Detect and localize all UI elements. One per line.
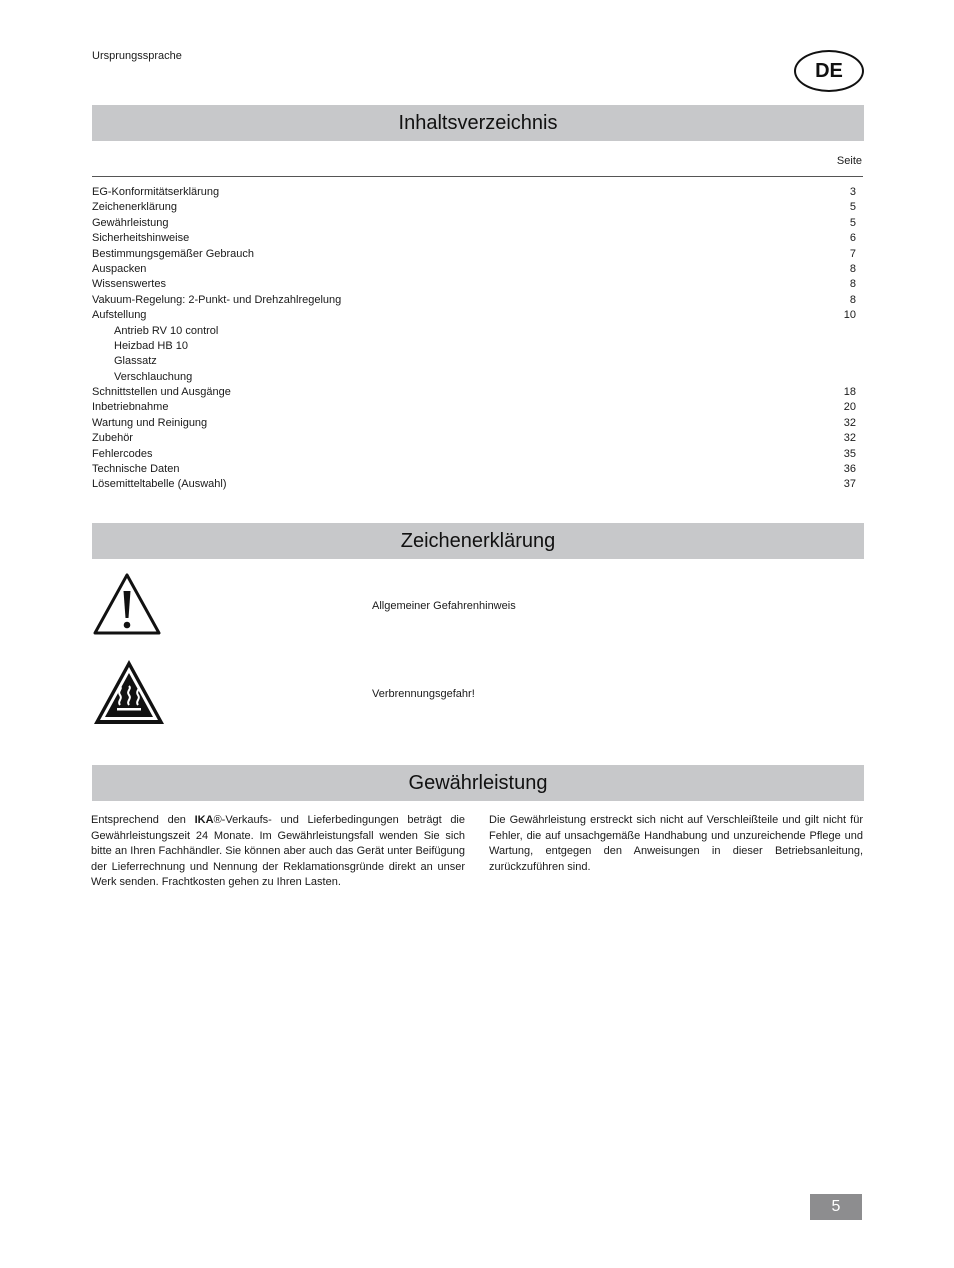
toc-entry-label: Vakuum-Regelung: 2-Punkt- und Drehzahlregelung [92,293,342,306]
brand-name: IKA [194,814,214,826]
toc-entry-label: EG-Konformitätserklärung [92,186,220,198]
toc-entry [92,277,856,292]
toc-entry-page: 7 [849,247,856,260]
toc-entry [92,416,856,431]
toc-entry-page: 37 [843,478,856,491]
toc-entry-page: 35 [843,447,856,460]
warranty-terms: ®-Verkaufs- und Lieferbedingungen beträgt die Gewährleistungszeit 24 Monate. Im Gewährleistungsfall wenden Sie sich bitte an Ihren Fachhändler. Sie können aber auch das Gerät unter Beifügung der Lieferrechnung und Nennung der Reklamationsgründe direkt an unser Werk senden. Frachtkosten gehen zu Ihren Lasten. [91,814,465,889]
symbol-row-burn-hazard [92,660,864,728]
toc-divider [92,176,863,177]
toc-entry-label: Verschlauchung [114,370,193,383]
toc-entry [92,447,856,462]
toc-entry [92,293,856,308]
toc-entry-label: Heizbad HB 10 [114,339,188,352]
toc-entry-page: 5 [849,216,856,229]
toc-entry [92,477,856,492]
symbol-text-general-hazard: Allgemeiner Gefahrenhinweis [372,600,516,612]
toc-entry-page: 18 [843,386,856,399]
toc-entry [92,216,856,231]
toc-entry [92,231,856,246]
toc-entry [92,185,856,200]
warranty-intro: Entsprechend den [91,814,195,826]
source-language-label: Ursprungssprache [92,50,182,62]
toc-list [92,185,856,493]
toc-entry [92,400,856,415]
warranty-text-right: Die Gewährleistung erstreckt sich nicht auf Verschleißteile und gilt nicht für Fehler, die auf unsachgemäße Handhabung und unzureichende Pflege und Wartung, entgegen den Anweisungen in dieser Betriebsanleitung, zurückzuführen sind. [489,814,863,873]
toc-entry-label: Bestimmungsgemäßer Gebrauch [92,247,255,260]
toc-entry-label: Glassatz [114,355,157,368]
toc-entry-label: Inbetriebnahme [92,401,169,414]
hot-surface-icon [92,658,372,731]
toc-entry-page: 10 [843,309,856,322]
toc-entry [92,462,856,477]
toc-entry-label: Aufstellung [92,309,147,322]
toc-entry [92,431,856,446]
toc-entry-page: 8 [849,293,856,306]
toc-entry-label: Gewährleistung [92,216,169,229]
toc-entry-label: Fehlercodes [92,447,153,460]
toc-entry-label: Antrieb RV 10 control [114,324,219,337]
symbols-title: Zeichenerklärung [92,523,864,559]
toc-entry-label: Auspacken [92,262,147,275]
toc-entry-page: 32 [843,432,856,445]
toc-entry-label: Schnittstellen und Ausgänge [92,386,231,399]
toc-entry [92,354,856,369]
warranty-title: Gewährleistung [92,765,864,801]
toc-entry-label: Zeichenerklärung [92,201,177,214]
page-number: 5 [810,1194,862,1220]
toc-entry-page: 20 [843,401,856,414]
toc-entry-page: 8 [849,278,856,291]
language-badge: DE [794,50,864,92]
toc-entry-label: Lösemitteltabelle (Auswahl) [92,478,227,491]
toc-entry [92,324,856,339]
toc-title: Inhaltsverzeichnis [92,105,864,141]
toc-entry-page: 36 [843,463,856,476]
toc-entry-page: 6 [849,232,856,245]
toc-entry-label: Wissenswertes [92,278,166,291]
toc-entry [92,308,856,323]
toc-entry [92,200,856,215]
toc-entry-label: Zubehör [92,432,133,445]
toc-entry-label: Technische Daten [92,463,180,476]
toc-entry-page: 5 [849,201,856,214]
toc-entry [92,385,856,400]
toc-entry [92,262,856,277]
toc-page-column-label: Seite [836,155,862,167]
toc-entry-page: 3 [849,186,856,198]
toc-entry-page: 8 [849,262,856,275]
warranty-text-left [91,813,465,891]
toc-entry-page: 32 [843,416,856,429]
warning-triangle-icon [92,572,372,641]
toc-entry-label: Sicherheitshinweise [92,232,190,245]
toc-entry [92,247,856,262]
symbol-text-burn-hazard: Verbrennungsgefahr! [372,688,475,700]
toc-entry [92,370,856,385]
toc-entry [92,339,856,354]
symbol-row-general-hazard [92,574,864,638]
toc-entry-label: Wartung und Reinigung [92,416,208,429]
